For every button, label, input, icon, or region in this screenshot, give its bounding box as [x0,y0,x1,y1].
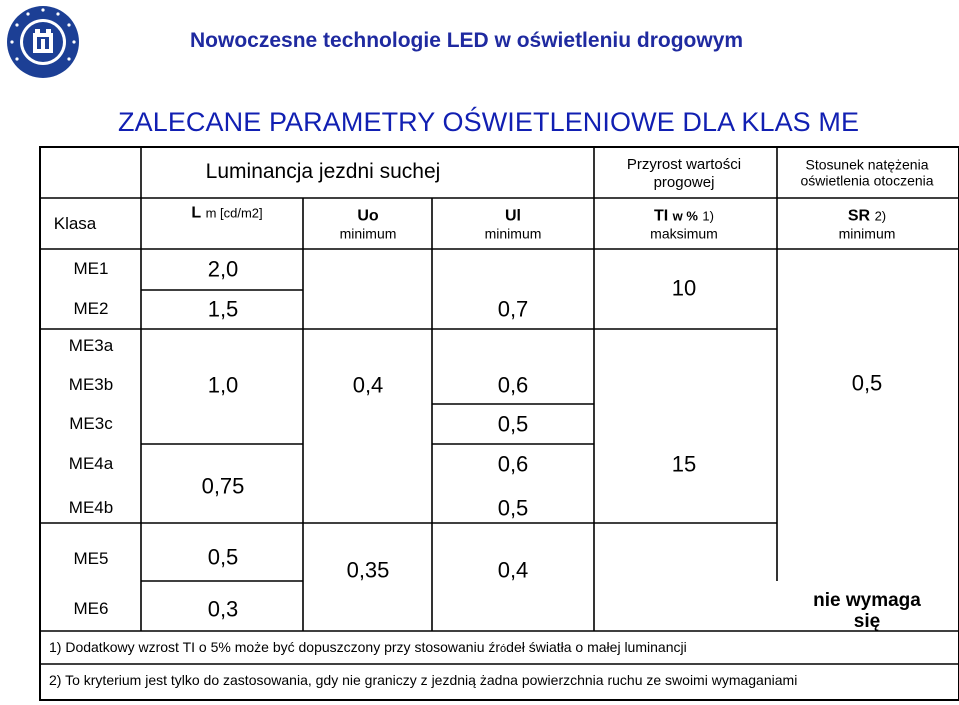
class-cell: ME1 [73,259,109,279]
page-title: ZALECANE PARAMETRY OŚWIETLENIOWE DLA KLAS ME [118,107,860,137]
lm-symbol: L [191,204,202,222]
col-header-ul-sub: minimum [484,225,542,242]
class-cell: ME3b [68,375,114,395]
uo-value: 0,35 [346,557,390,583]
parameters-table [39,146,959,701]
ti-group-header-line1: Przyrost wartości [626,156,742,174]
presentation-header: Nowoczesne technologie LED w oświetleniu drogowym [190,29,744,52]
col-header-ul: Ul [505,207,521,225]
lm-unit: m [cd/m2] [205,205,263,221]
ti-value: 15 [671,451,697,477]
class-cell: ME6 [73,599,109,619]
ti-symbol: TI [654,207,669,225]
sr-value: 0,5 [851,370,883,396]
ul-value: 0,5 [497,495,529,521]
lm-value: 1,0 [207,372,239,398]
luminance-group-header: Luminancja jezdni suchej [205,159,441,183]
ul-value: 0,4 [497,557,529,583]
col-header-sr [848,209,886,226]
ul-value: 0,6 [497,451,529,477]
footnote-1-part-b: ó [500,643,507,655]
ti-note-ref: 1) [702,208,714,224]
sr-not-required-line1: nie wymaga [813,590,921,612]
lm-value: 0,3 [207,596,239,622]
sr-note-ref: 2) [874,208,887,224]
ti-unit: w % [672,208,698,224]
class-cell: ME3c [69,414,113,434]
ti-value: 10 [671,275,697,301]
col-header-lm [191,206,262,223]
class-cell: ME3a [68,336,114,356]
lm-value: 0,75 [201,473,245,499]
col-header-uo: Uo [357,207,379,225]
class-cell: ME4b [68,498,114,518]
lm-value: 2,0 [207,256,239,282]
ul-value: 0,7 [497,296,529,322]
footnote-1-part-c: deł światła o małej luminancji [506,639,687,655]
sr-symbol: SR [847,207,871,225]
lm-value: 0,5 [207,544,239,570]
lm-value: 1,5 [207,296,239,322]
uo-value: 0,4 [352,372,384,398]
footnote-1 [49,639,687,655]
class-cell: ME5 [73,549,109,569]
sr-not-required-line2: się [853,611,881,633]
footnote-2: 2) To kryterium jest tylko do zastosowania, gdy nie graniczy z jezdnią żadna powierzchnia ruchu ze swoimi wymaganiami [49,672,798,688]
col-header-uo-sub: minimum [339,225,397,242]
university-logo [6,5,80,79]
ul-value: 0,5 [497,411,529,437]
col-header-sr-sub: minimum [838,225,896,242]
col-header-klasa: Klasa [53,214,97,234]
col-header-ti [654,209,714,226]
ti-group-header-line2: progowej [653,174,715,192]
sr-group-header-line1: Stosunek natężenia [805,156,929,173]
footnote-1-part-a: 1) Dodatkowy wzrost TI o 5% może być dopuszczony przy stosowaniu źr [49,639,501,655]
class-cell: ME2 [73,299,109,319]
col-header-ti-sub: maksimum [650,225,718,242]
ul-value: 0,6 [497,372,529,398]
sr-group-header-line2: oświetlenia otoczenia [800,172,934,189]
class-cell: ME4a [68,454,114,474]
